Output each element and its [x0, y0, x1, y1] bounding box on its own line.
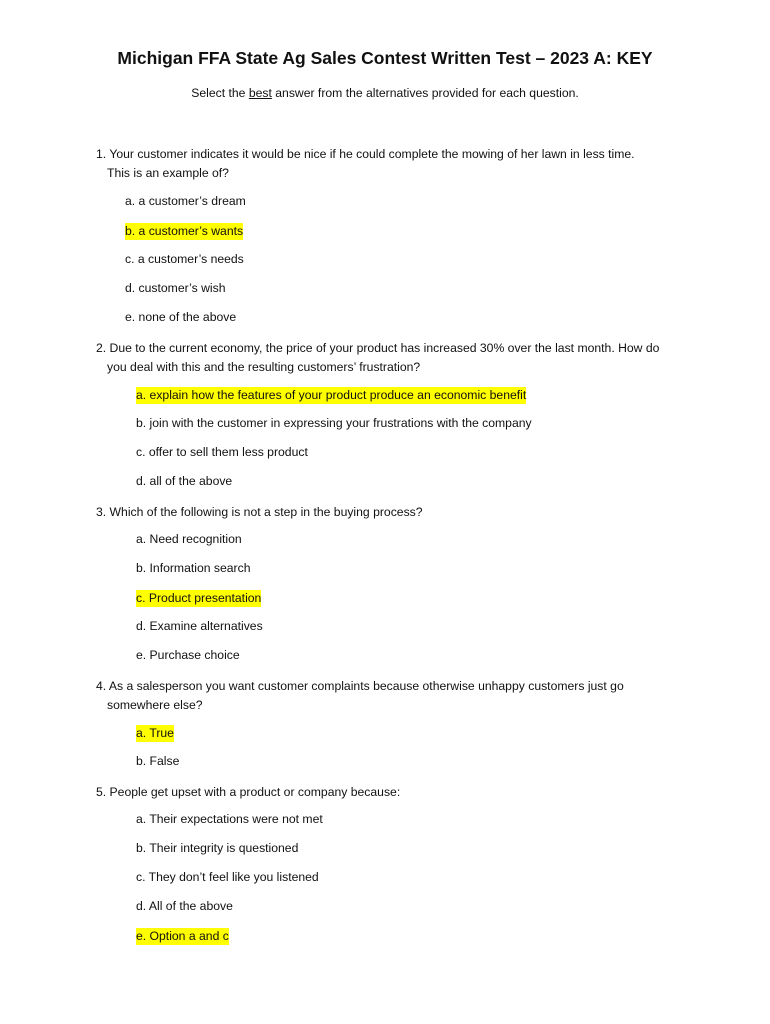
- question-1-option-a: a. a customer’s dream: [125, 194, 246, 208]
- question-1-option-d: d. customer’s wish: [125, 281, 226, 295]
- question-3-option-c-answer: c. Product presentation: [136, 591, 262, 605]
- question-3-option-e: e. Purchase choice: [136, 648, 240, 662]
- question-3-line-1: 3. Which of the following is not a step in the buying process?: [96, 505, 423, 519]
- question-2-option-c: c. offer to sell them less product: [136, 445, 308, 459]
- question-1: [96, 145, 706, 183]
- question-2: [96, 339, 706, 377]
- question-1-line-2: This is an example of?: [107, 166, 229, 180]
- question-5-option-c: c. They don’t feel like you listened: [136, 870, 319, 884]
- question-3-option-b: b. Information search: [136, 561, 251, 575]
- question-4-option-a-answer: a. True: [136, 726, 174, 740]
- instructions-text-before: Select the: [191, 86, 249, 100]
- question-5-option-e-answer: e. Option a and c: [136, 929, 229, 943]
- question-3-option-a: a. Need recognition: [136, 532, 242, 546]
- question-1-line-1: 1. Your customer indicates it would be nice if he could complete the mowing of her lawn in less time.: [96, 147, 635, 161]
- question-1-option-b-answer: b. a customer’s wants: [125, 224, 244, 238]
- question-1-option-e: e. none of the above: [125, 310, 237, 324]
- question-2-line-2: you deal with this and the resulting customers’ frustration?: [107, 360, 421, 374]
- page-title: Michigan FFA State Ag Sales Contest Written Test – 2023 A: KEY: [117, 48, 653, 68]
- question-4-line-2: somewhere else?: [107, 698, 203, 712]
- question-2-option-b: b. join with the customer in expressing your frustrations with the company: [136, 416, 532, 430]
- question-5-line-1: 5. People get upset with a product or company because:: [96, 785, 401, 799]
- question-1-option-c: c. a customer’s needs: [125, 252, 244, 266]
- question-3-option-d: d. Examine alternatives: [136, 619, 263, 633]
- question-2-option-a-answer: a. explain how the features of your product produce an economic benefit: [136, 388, 527, 402]
- instructions-text-after: answer from the alternatives provided for each question.: [271, 86, 579, 100]
- question-5-option-a: a. Their expectations were not met: [136, 812, 323, 826]
- question-4-option-b: b. False: [136, 754, 180, 768]
- question-4: [96, 677, 706, 715]
- question-2-option-d: d. all of the above: [136, 474, 233, 488]
- question-5-option-b: b. Their integrity is questioned: [136, 841, 299, 855]
- question-5: [96, 783, 706, 802]
- question-2-line-1: 2. Due to the current economy, the price of your product has increased 30% over the last month. How do: [96, 341, 660, 355]
- question-4-line-1: 4. As a salesperson you want customer complaints because otherwise unhappy customers just go: [96, 679, 624, 693]
- instructions-emphasis: best: [248, 86, 272, 100]
- instructions: [0, 86, 770, 100]
- question-5-option-d: d. All of the above: [136, 899, 233, 913]
- question-3: [96, 503, 706, 522]
